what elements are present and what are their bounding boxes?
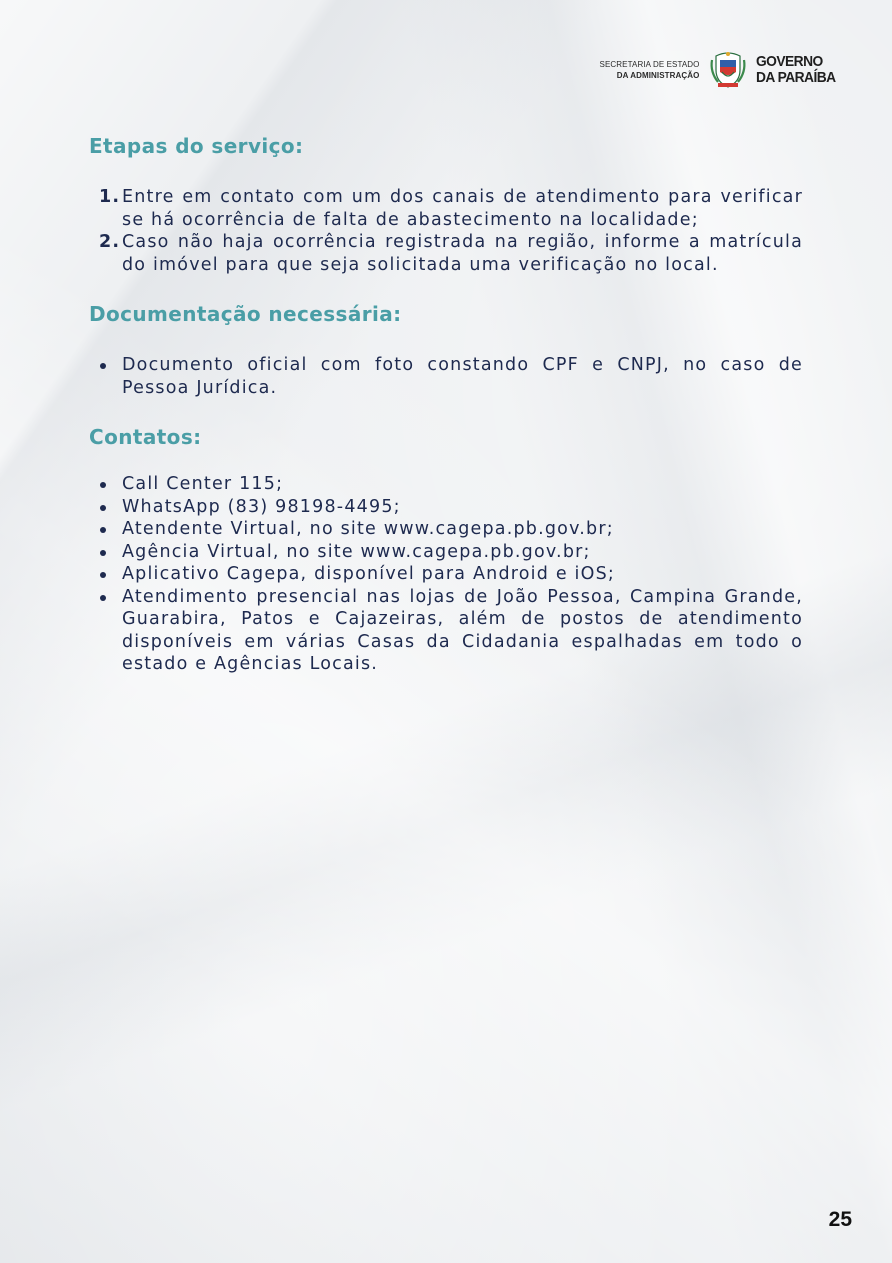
list-item-text: Agência Virtual, no site www.cagepa.pb.gov.br; <box>122 541 591 562</box>
page-number: 25 <box>828 1208 852 1231</box>
secretaria-line1: SECRETARIA DE ESTADO <box>599 60 700 69</box>
documentacao-list <box>89 354 803 399</box>
list-item <box>89 518 803 541</box>
page-content <box>89 132 803 676</box>
list-item-text: Caso não haja ocorrência registrada na região, informe a matrícula do imóvel para que seja solicitada uma verificação no local. <box>122 232 803 275</box>
list-item <box>89 496 803 519</box>
header-logo <box>600 50 842 90</box>
list-item-text: Atendimento presencial nas lojas de João Pessoa, Campina Grande, Guarabira, Patos e Cajazeiras, além de postos de atendimento disponíveis em várias Casas da Cidadania espalhadas em todo o estado e Agências Locais. <box>122 586 803 674</box>
list-number: 2. <box>99 232 121 252</box>
list-item <box>89 354 803 399</box>
contatos-list <box>89 473 803 676</box>
governo-line2: DA PARAÍBA <box>755 69 836 86</box>
bullet-icon <box>100 595 106 601</box>
secretaria-line2: DA ADMINISTRAÇÃO <box>616 71 700 80</box>
list-item-text: Documento oficial com foto constando CPF e CNPJ, no caso de Pessoa Jurídica. <box>122 355 803 398</box>
contatos-heading: Contatos: <box>89 425 202 449</box>
governo-line1: GOVERNO <box>755 53 823 70</box>
list-item <box>89 541 803 564</box>
list-item <box>89 231 803 276</box>
governo-label <box>756 54 836 86</box>
list-item <box>89 563 803 586</box>
documentacao-heading: Documentação necessária: <box>89 302 402 326</box>
bullet-icon <box>100 527 106 533</box>
bullet-icon <box>100 505 106 511</box>
list-item-text: Entre em contato com um dos canais de atendimento para verificar se há ocorrência de falta de abastecimento na localidade; <box>122 187 803 230</box>
list-item-text: Atendente Virtual, no site www.cagepa.pb.gov.br; <box>122 519 614 539</box>
bullet-icon <box>100 482 106 488</box>
etapas-heading: Etapas do serviço: <box>89 134 304 158</box>
list-item <box>89 186 803 231</box>
bullet-icon <box>100 572 106 578</box>
list-number: 1. <box>99 187 121 207</box>
bullet-icon <box>100 550 106 556</box>
etapas-list <box>89 186 803 276</box>
secretaria-label <box>600 59 700 81</box>
bullet-icon <box>100 363 106 369</box>
list-item <box>89 586 803 676</box>
list-item-text: WhatsApp (83) 98198-4495; <box>122 496 401 517</box>
list-item-text: Call Center 115; <box>122 474 284 494</box>
list-item-text: Aplicativo Cagepa, disponível para Android e iOS; <box>122 564 615 584</box>
list-item <box>89 473 803 496</box>
state-coat-of-arms-icon <box>708 50 748 90</box>
